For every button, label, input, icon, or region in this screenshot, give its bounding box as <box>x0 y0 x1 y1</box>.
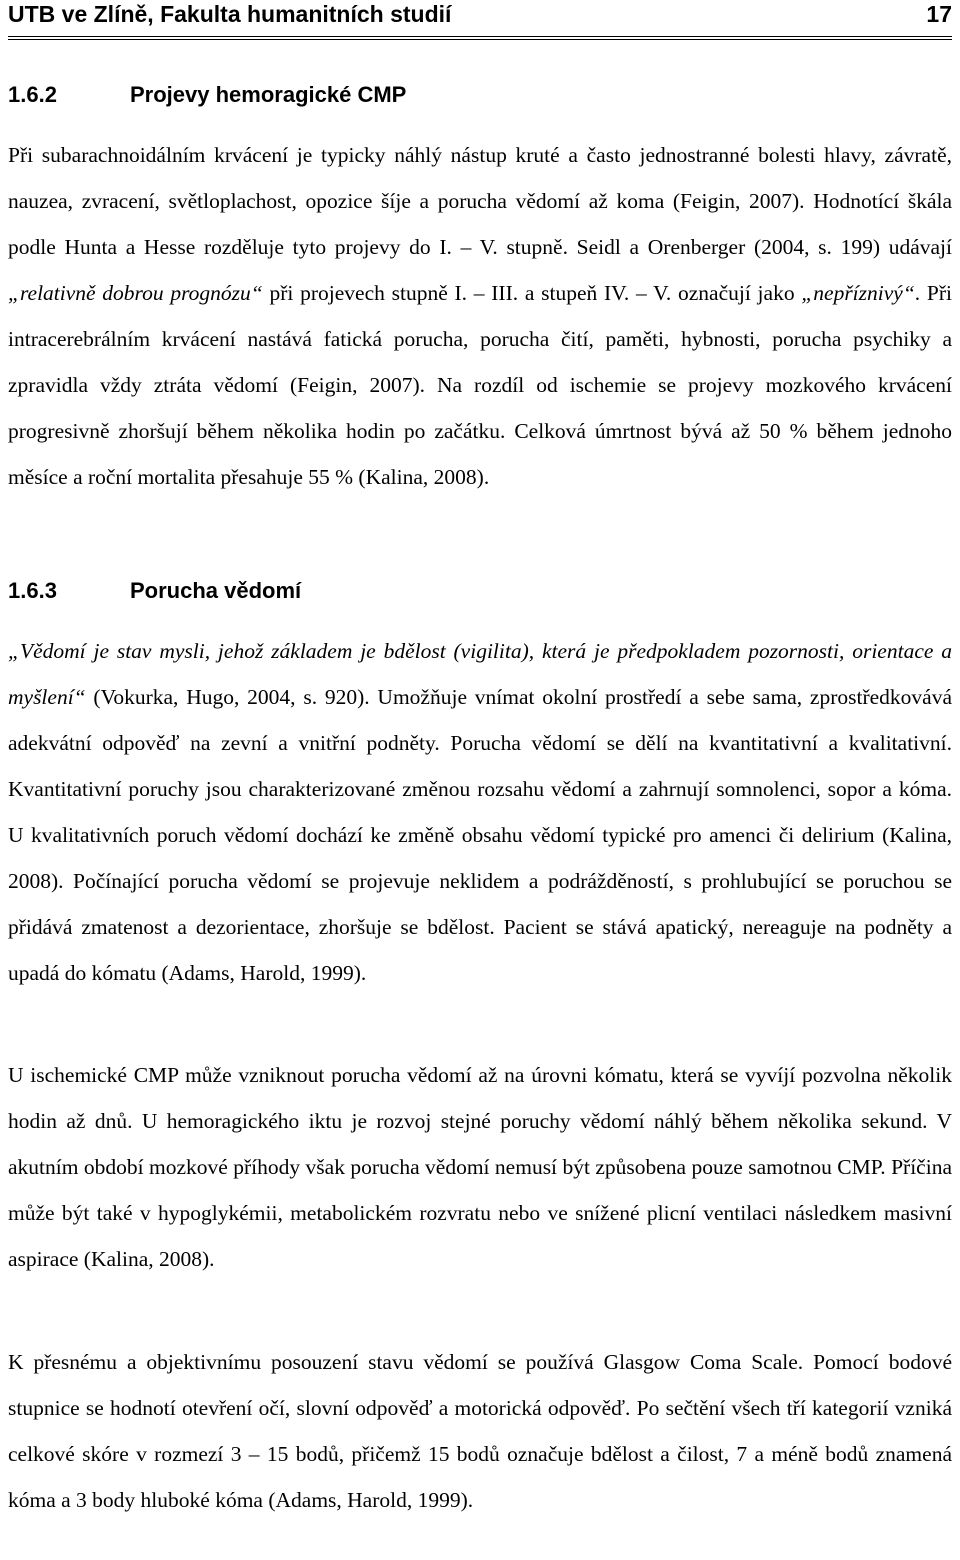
italic-quote: „relativně dobrou prognózu“ <box>8 281 263 305</box>
section-heading-1-6-2 <box>8 82 406 108</box>
section-title: Porucha vědomí <box>130 578 302 603</box>
paragraph-ischemic-disorder <box>8 1052 952 1282</box>
italic-quote: „Vědomí je stav mysli, jehož základem je bdělost (vigilita), která je předpokladem pozornosti, orientace a myšlení“ <box>8 639 952 709</box>
paragraph-text: K přesnému a objektivnímu posouzení stavu vědomí se používá Glasgow Coma Scale. Pomocí bodové stupnice se hodnotí otevření očí, slovní odpověď a motorická odpověď. Po sečtění všech tří kategorií vzniká celkové skóre v rozmezí 3 – 15 bodů, přičemž 15 bodů označuje bdělost a čilost, 7 a méně bodů znamená kóma a 3 body hluboké kóma (Adams, Harold, 1999). <box>8 1350 952 1512</box>
paragraph-text: Při subarachnoidálním krvácení je typicky náhlý nástup kruté a často jednostranné bolesti hlavy, závratě, nauzea, zvracení, světloplachost, opozice šíje a porucha vědomí až koma (Feigin, 2007). Hodnotící škála podle Hunta a Hesse rozděluje tyto projevy do I. – V. stupně. Seidl a Orenberger (2004, s. 199) udávají <box>8 143 952 259</box>
paragraph-hemoragic-symptoms <box>8 132 952 500</box>
header-rule <box>8 36 952 37</box>
paragraph-text: při projevech stupně I. – III. a stupeň IV. – V. označují jako <box>262 281 802 305</box>
paragraph-text: . Při intracerebrálním krvácení nastává fatická porucha, porucha čití, paměti, hybnosti, porucha psychiky a zpravidla vždy ztráta vědomí (Feigin, 2007). Na rozdíl od ischemie se projevy mozkového krvácení progresivně zhoršují během několika hodin po začátku. Celková úmrtnost bývá až 50 % během jednoho měsíce a roční mortalita přesahuje 55 % (Kalina, 2008). <box>8 281 952 489</box>
section-title: Projevy hemoragické CMP <box>130 82 407 107</box>
italic-quote: „nepříznivý“ <box>801 281 915 305</box>
header-rule-second <box>8 39 952 40</box>
paragraph-text: (Vokurka, Hugo, 2004, s. 920). Umožňuje vnímat okolní prostředí a sebe sama, zprostředkovává adekvátní odpověď na zevní a vnitřní podněty. Porucha vědomí se dělí na kvantitativní a kvalitativní. Kvantitativní poruchy jsou charakterizované změnou rozsahu vědomí a zahrnují somnolenci, sopor a kóma. U kvalitativních poruch vědomí dochází ke změně obsahu vědomí typické pro amenci či delirium (Kalina, 2008). Počínající porucha vědomí se projevuje neklidem a podrážděností, s prohlubující se poruchou se přidává zmatenost a dezorientace, zhoršuje se bdělost. Pacient se stává apatický, nereaguje na podněty a upadá do kómatu (Adams, Harold, 1999). <box>8 685 952 985</box>
page-header <box>8 0 952 32</box>
section-number: 1.6.2 <box>8 82 57 107</box>
paragraph-glasgow-coma-scale <box>8 1339 952 1523</box>
page-number: 17 <box>926 0 952 27</box>
section-number: 1.6.3 <box>8 578 57 603</box>
paragraph-text: U ischemické CMP může vzniknout porucha vědomí až na úrovni kómatu, která se vyvíjí pozvolna několik hodin až dnů. U hemoragického iktu je rozvoj stejné poruchy vědomí náhlý během několika sekund. V akutním období mozkové příhody však porucha vědomí nemusí být způsobena pouze samotnou CMP. Příčina může být také v hypoglykémii, metabolickém rozvratu nebo ve snížené plicní ventilaci následkem masivní aspirace (Kalina, 2008). <box>8 1063 952 1271</box>
paragraph-consciousness-definition <box>8 628 952 996</box>
header-title: UTB ve Zlíně, Fakulta humanitních studií <box>8 0 452 27</box>
section-heading-1-6-3 <box>8 578 301 604</box>
